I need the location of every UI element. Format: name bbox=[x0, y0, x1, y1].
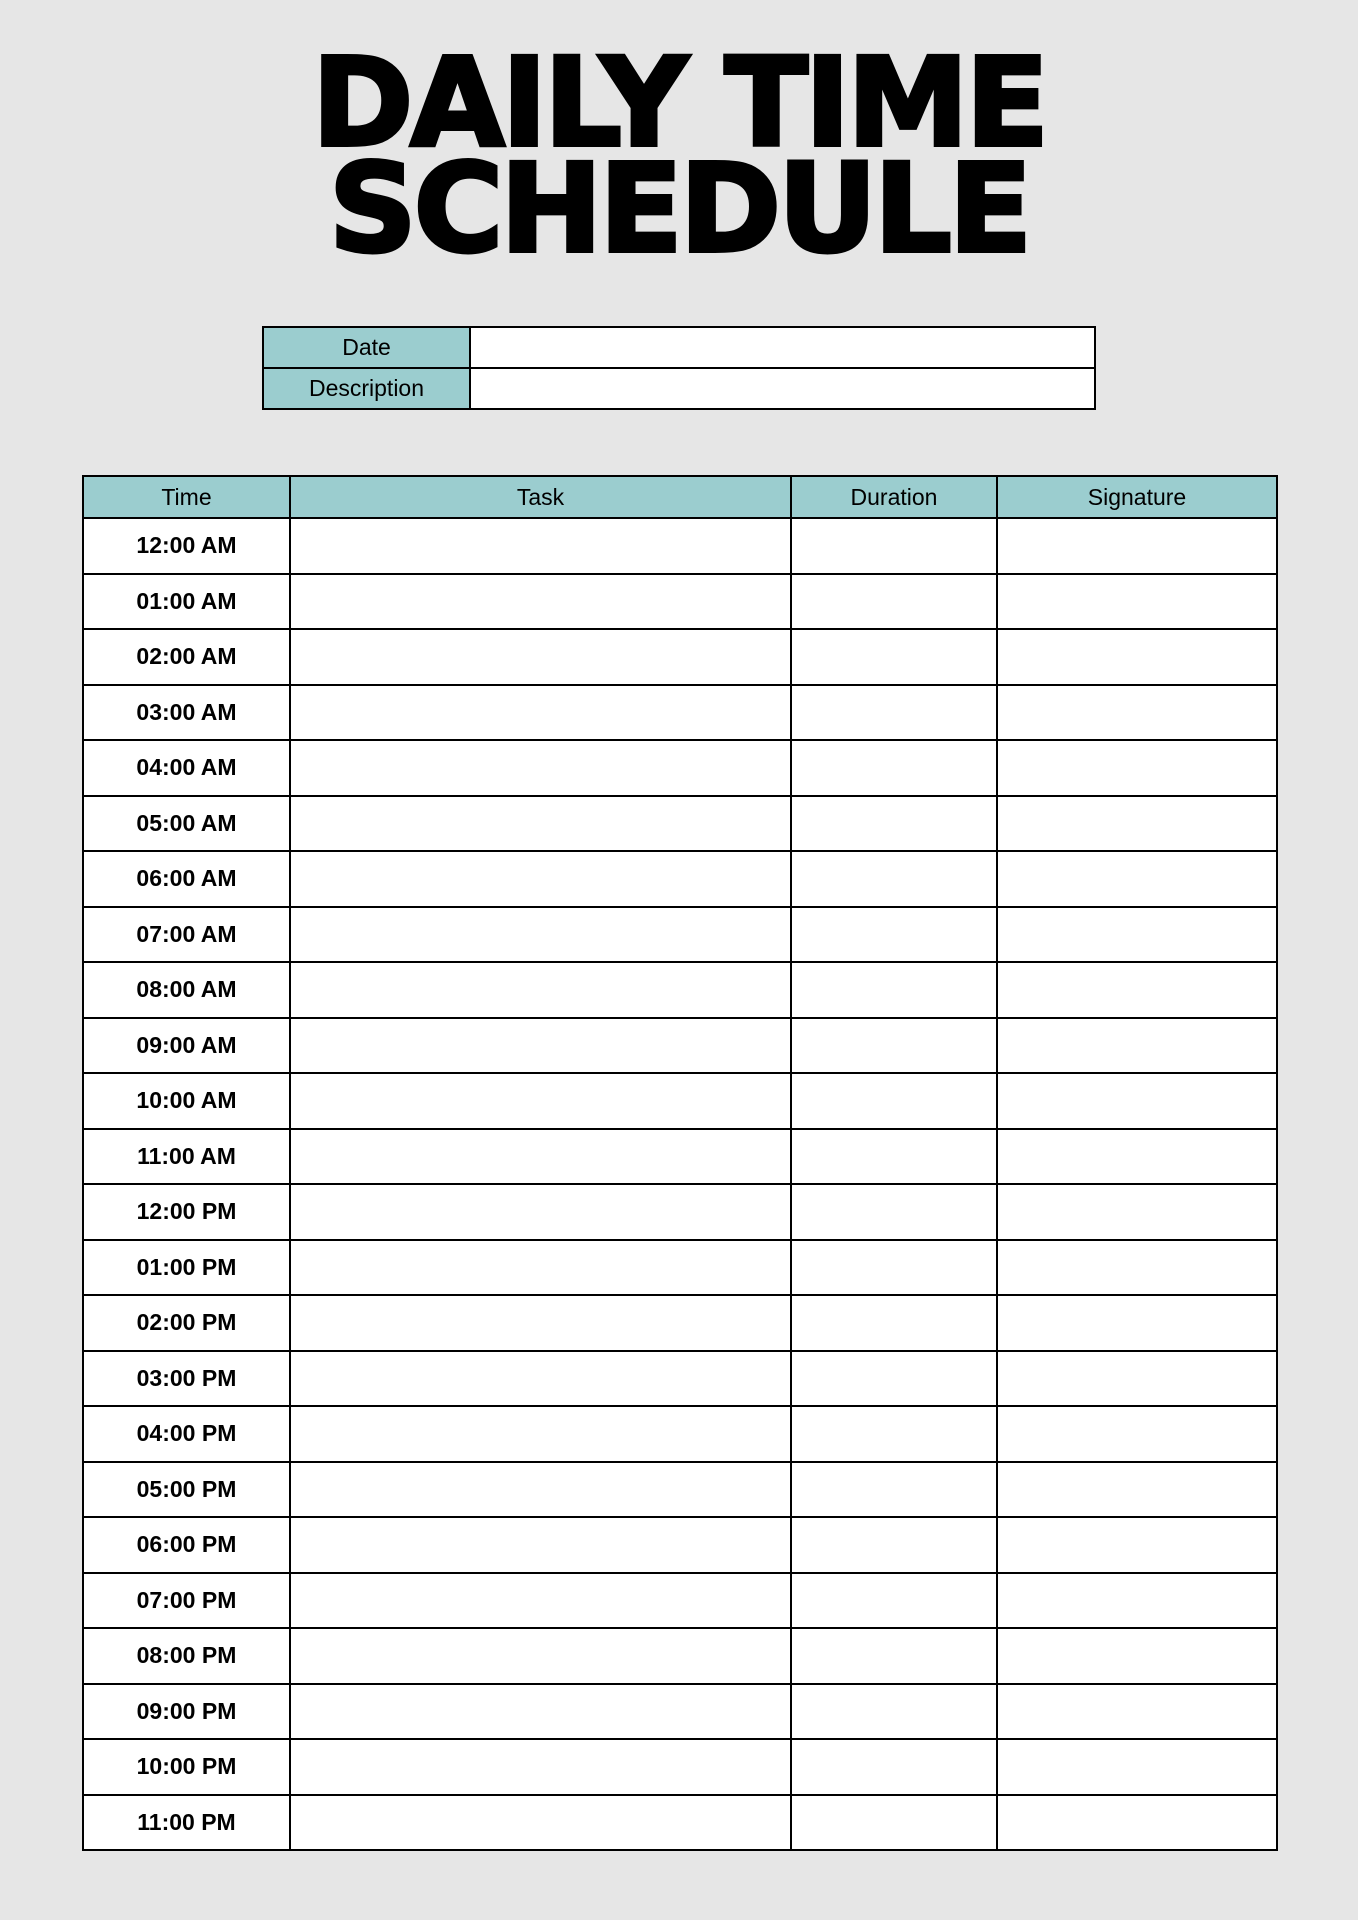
duration-cell[interactable] bbox=[791, 1628, 997, 1684]
time-cell: 02:00 PM bbox=[83, 1295, 290, 1351]
task-cell[interactable] bbox=[290, 1184, 791, 1240]
task-cell[interactable] bbox=[290, 907, 791, 963]
signature-cell[interactable] bbox=[997, 1684, 1277, 1740]
description-row bbox=[263, 368, 1095, 409]
signature-cell[interactable] bbox=[997, 1795, 1277, 1851]
task-cell[interactable] bbox=[290, 1406, 791, 1462]
time-cell: 10:00 AM bbox=[83, 1073, 290, 1129]
time-cell: 08:00 PM bbox=[83, 1628, 290, 1684]
title-line-2: SCHEDULE bbox=[328, 138, 1030, 280]
task-cell[interactable] bbox=[290, 851, 791, 907]
time-cell: 04:00 PM bbox=[83, 1406, 290, 1462]
table-row bbox=[83, 1795, 1277, 1851]
signature-cell[interactable] bbox=[997, 1018, 1277, 1074]
time-cell: 07:00 PM bbox=[83, 1573, 290, 1629]
signature-cell[interactable] bbox=[997, 796, 1277, 852]
time-cell: 11:00 PM bbox=[83, 1795, 290, 1851]
duration-cell[interactable] bbox=[791, 1684, 997, 1740]
signature-cell[interactable] bbox=[997, 851, 1277, 907]
task-cell[interactable] bbox=[290, 574, 791, 630]
task-cell[interactable] bbox=[290, 1517, 791, 1573]
time-cell: 06:00 AM bbox=[83, 851, 290, 907]
task-cell[interactable] bbox=[290, 1018, 791, 1074]
duration-cell[interactable] bbox=[791, 1184, 997, 1240]
table-row bbox=[83, 1073, 1277, 1129]
task-cell[interactable] bbox=[290, 1573, 791, 1629]
signature-cell[interactable] bbox=[997, 629, 1277, 685]
signature-cell[interactable] bbox=[997, 1184, 1277, 1240]
duration-cell[interactable] bbox=[791, 518, 997, 574]
task-cell[interactable] bbox=[290, 1351, 791, 1407]
task-cell[interactable] bbox=[290, 1684, 791, 1740]
description-label: Description bbox=[263, 368, 470, 409]
time-cell: 07:00 AM bbox=[83, 907, 290, 963]
date-field[interactable] bbox=[470, 327, 1095, 368]
table-row bbox=[83, 740, 1277, 796]
time-cell: 03:00 PM bbox=[83, 1351, 290, 1407]
signature-cell[interactable] bbox=[997, 1573, 1277, 1629]
time-cell: 08:00 AM bbox=[83, 962, 290, 1018]
date-row bbox=[263, 327, 1095, 368]
task-cell[interactable] bbox=[290, 1073, 791, 1129]
duration-cell[interactable] bbox=[791, 1795, 997, 1851]
task-cell[interactable] bbox=[290, 796, 791, 852]
table-row bbox=[83, 518, 1277, 574]
duration-cell[interactable] bbox=[791, 1129, 997, 1185]
table-row bbox=[83, 1184, 1277, 1240]
info-table bbox=[262, 326, 1096, 410]
task-cell[interactable] bbox=[290, 1739, 791, 1795]
task-cell[interactable] bbox=[290, 740, 791, 796]
duration-column-header: Duration bbox=[791, 476, 997, 518]
table-row bbox=[83, 1573, 1277, 1629]
time-cell: 11:00 AM bbox=[83, 1129, 290, 1185]
table-row bbox=[83, 574, 1277, 630]
time-cell: 01:00 PM bbox=[83, 1240, 290, 1296]
duration-cell[interactable] bbox=[791, 1739, 997, 1795]
table-row bbox=[83, 1406, 1277, 1462]
duration-cell[interactable] bbox=[791, 1351, 997, 1407]
duration-cell[interactable] bbox=[791, 1462, 997, 1518]
time-cell: 12:00 AM bbox=[83, 518, 290, 574]
task-cell[interactable] bbox=[290, 1462, 791, 1518]
signature-cell[interactable] bbox=[997, 1739, 1277, 1795]
time-cell: 09:00 PM bbox=[83, 1684, 290, 1740]
table-row bbox=[83, 962, 1277, 1018]
date-label: Date bbox=[263, 327, 470, 368]
title-line-1: DAILY TIME bbox=[312, 32, 1046, 174]
signature-cell[interactable] bbox=[997, 1129, 1277, 1185]
task-cell[interactable] bbox=[290, 1628, 791, 1684]
signature-cell[interactable] bbox=[997, 1406, 1277, 1462]
time-cell: 04:00 AM bbox=[83, 740, 290, 796]
time-cell: 10:00 PM bbox=[83, 1739, 290, 1795]
duration-cell[interactable] bbox=[791, 907, 997, 963]
signature-cell[interactable] bbox=[997, 574, 1277, 630]
table-row bbox=[83, 1517, 1277, 1573]
task-cell[interactable] bbox=[290, 1295, 791, 1351]
signature-cell[interactable] bbox=[997, 740, 1277, 796]
signature-cell[interactable] bbox=[997, 1295, 1277, 1351]
time-cell: 01:00 AM bbox=[83, 574, 290, 630]
signature-cell[interactable] bbox=[997, 1628, 1277, 1684]
time-cell: 09:00 AM bbox=[83, 1018, 290, 1074]
task-cell[interactable] bbox=[290, 1795, 791, 1851]
signature-cell[interactable] bbox=[997, 962, 1277, 1018]
time-cell: 06:00 PM bbox=[83, 1517, 290, 1573]
table-row bbox=[83, 629, 1277, 685]
duration-cell[interactable] bbox=[791, 740, 997, 796]
task-cell[interactable] bbox=[290, 518, 791, 574]
duration-cell[interactable] bbox=[791, 1073, 997, 1129]
task-cell[interactable] bbox=[290, 962, 791, 1018]
signature-cell[interactable] bbox=[997, 1517, 1277, 1573]
table-row bbox=[83, 907, 1277, 963]
duration-cell[interactable] bbox=[791, 1295, 997, 1351]
table-row bbox=[83, 1129, 1277, 1185]
duration-cell[interactable] bbox=[791, 851, 997, 907]
task-cell[interactable] bbox=[290, 1240, 791, 1296]
duration-cell[interactable] bbox=[791, 962, 997, 1018]
duration-cell[interactable] bbox=[791, 1406, 997, 1462]
duration-cell[interactable] bbox=[791, 1517, 997, 1573]
signature-cell[interactable] bbox=[997, 1351, 1277, 1407]
signature-cell[interactable] bbox=[997, 1240, 1277, 1296]
table-row bbox=[83, 1351, 1277, 1407]
signature-cell[interactable] bbox=[997, 685, 1277, 741]
table-row bbox=[83, 1295, 1277, 1351]
task-cell[interactable] bbox=[290, 685, 791, 741]
table-row bbox=[83, 851, 1277, 907]
table-row bbox=[83, 796, 1277, 852]
time-cell: 05:00 AM bbox=[83, 796, 290, 852]
table-row bbox=[83, 685, 1277, 741]
description-field[interactable] bbox=[470, 368, 1095, 409]
duration-cell[interactable] bbox=[791, 1240, 997, 1296]
duration-cell[interactable] bbox=[791, 1573, 997, 1629]
duration-cell[interactable] bbox=[791, 629, 997, 685]
schedule-header-row bbox=[83, 476, 1277, 518]
signature-cell[interactable] bbox=[997, 907, 1277, 963]
table-row bbox=[83, 1462, 1277, 1518]
task-column-header: Task bbox=[290, 476, 791, 518]
schedule-body bbox=[83, 518, 1277, 1850]
signature-cell[interactable] bbox=[997, 518, 1277, 574]
table-row bbox=[83, 1018, 1277, 1074]
task-cell[interactable] bbox=[290, 1129, 791, 1185]
time-cell: 12:00 PM bbox=[83, 1184, 290, 1240]
signature-cell[interactable] bbox=[997, 1462, 1277, 1518]
duration-cell[interactable] bbox=[791, 574, 997, 630]
time-cell: 02:00 AM bbox=[83, 629, 290, 685]
duration-cell[interactable] bbox=[791, 1018, 997, 1074]
time-cell: 03:00 AM bbox=[83, 685, 290, 741]
schedule-table bbox=[82, 475, 1278, 1851]
time-cell: 05:00 PM bbox=[83, 1462, 290, 1518]
duration-cell[interactable] bbox=[791, 796, 997, 852]
table-row bbox=[83, 1628, 1277, 1684]
task-cell[interactable] bbox=[290, 629, 791, 685]
signature-cell[interactable] bbox=[997, 1073, 1277, 1129]
table-row bbox=[83, 1684, 1277, 1740]
table-row bbox=[83, 1240, 1277, 1296]
table-row bbox=[83, 1739, 1277, 1795]
time-column-header: Time bbox=[83, 476, 290, 518]
duration-cell[interactable] bbox=[791, 685, 997, 741]
signature-column-header: Signature bbox=[997, 476, 1277, 518]
page-title bbox=[0, 32, 1358, 280]
